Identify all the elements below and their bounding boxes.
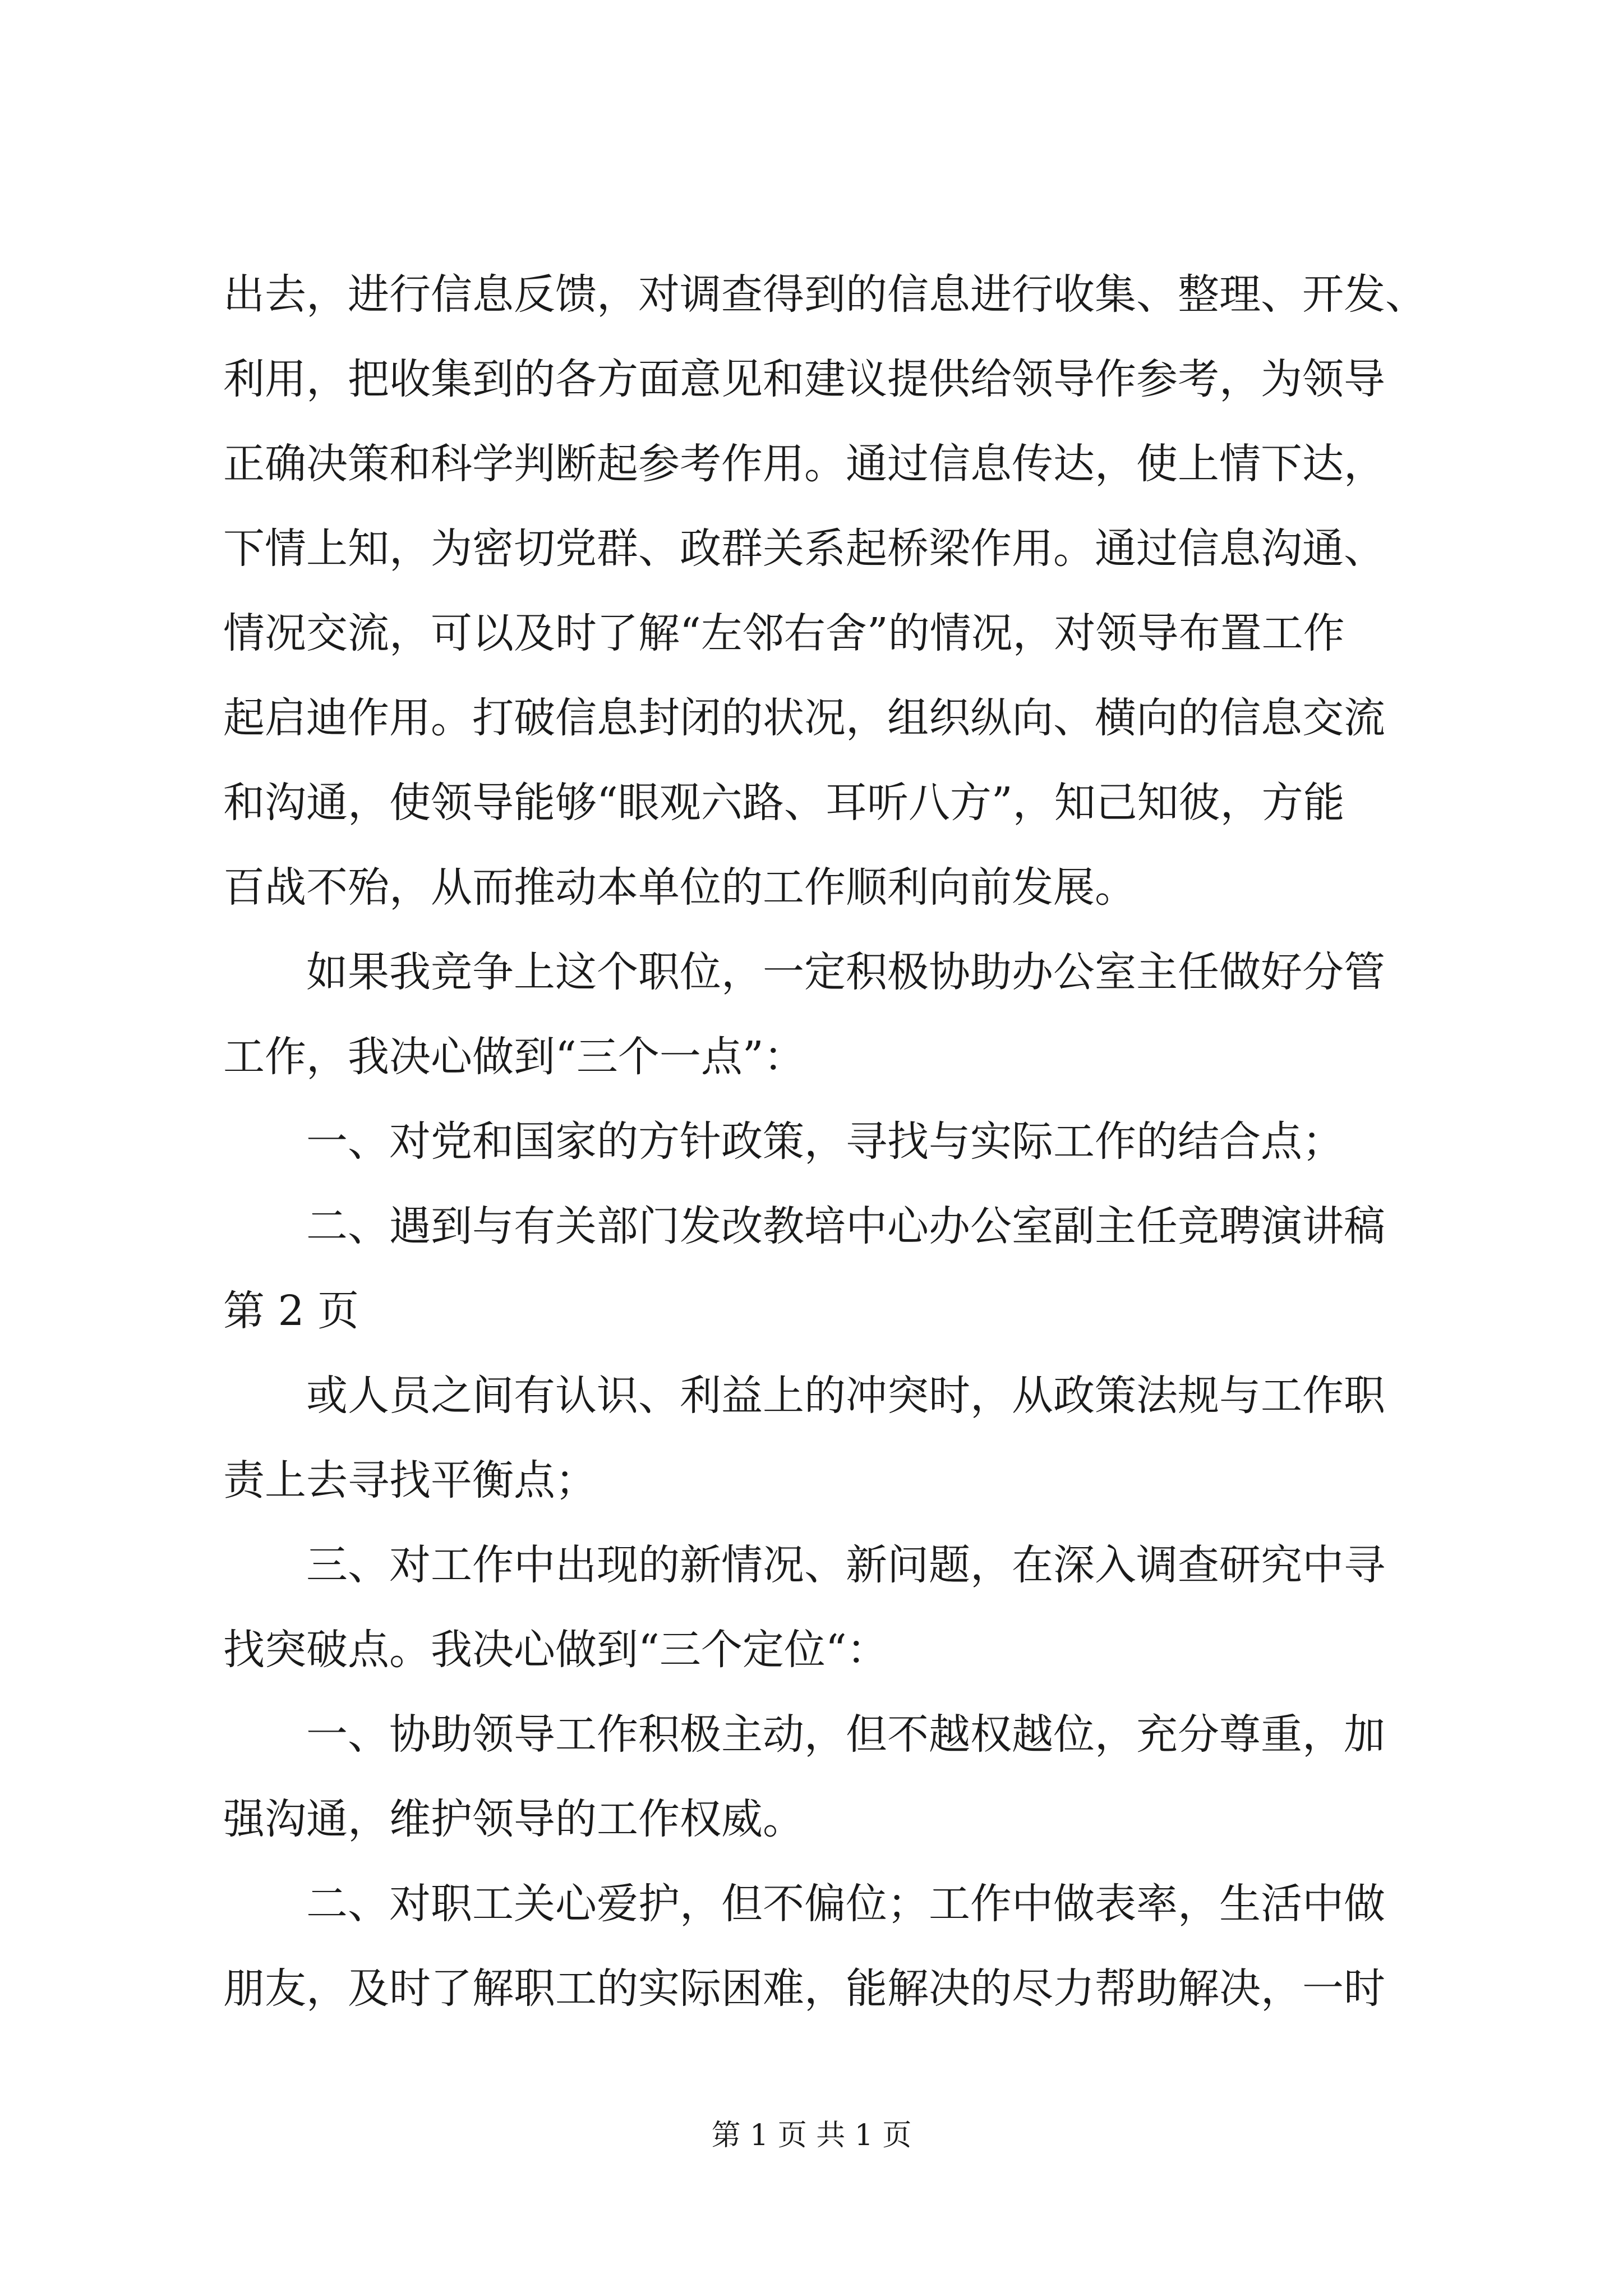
paragraph-start-line: 三、对工作中出现的新情况、新问题，在深入调查研究中寻 <box>306 1541 1385 1589</box>
text-line: 下情上知，为密切党群、政群关系起桥梁作用。通过信息沟通、 <box>223 524 1385 573</box>
text-line: 和沟通，使领导能够“眼观六路、耳听八方”，知己知彼，方能 <box>223 779 1345 827</box>
text-line: 责上去寻找平衡点； <box>223 1456 597 1504</box>
text-line: 正确决策和科学判断起参考作用。通过信息传达，使上情下达， <box>223 440 1385 488</box>
paragraph-start-line: 或人员之间有认识、利益上的冲突时，从政策法规与工作职 <box>306 1372 1385 1420</box>
paragraph-start-line: 如果我竞争上这个职位，一定积极协助办公室主任做好分管 <box>306 948 1385 996</box>
document-body <box>223 252 1429 2031</box>
paragraph-start-line: 一、对党和国家的方针政策，寻找与实际工作的结合点； <box>306 1117 1344 1166</box>
text-line: 找突破点。我决心做到“三个定位“： <box>223 1626 888 1674</box>
paragraph-start-line: 一、协助领导工作积极主动，但不越权越位，充分尊重，加 <box>306 1710 1385 1759</box>
paragraph-start-line: 二、遇到与有关部门发改教培中心办公室副主任竞聘演讲稿 <box>306 1202 1385 1250</box>
text-line: 利用，把收集到的各方面意见和建议提供给领导作参考，为领导 <box>223 355 1385 403</box>
text-line: 朋友，及时了解职工的实际困难，能解决的尽力帮助解决，一时 <box>223 1964 1385 2013</box>
text-line: 强沟通，维护领导的工作权威。 <box>223 1795 804 1843</box>
text-line: 百战不殆，从而推动本单位的工作顺利向前发展。 <box>223 863 1136 912</box>
text-line: 情况交流，可以及时了解“左邻右舍”的情况，对领导布置工作 <box>223 609 1345 657</box>
paragraph-start-line: 二、对职工关心爱护，但不偏位；工作中做表率，生活中做 <box>306 1880 1385 1928</box>
text-line: 起启迪作用。打破信息封闭的状况，组织纵向、横向的信息交流 <box>223 694 1385 742</box>
text-line: 出去，进行信息反馈，对调查得到的信息进行收集、整理、开发、 <box>223 270 1427 319</box>
inline-page-marker: 第 2 页 <box>223 1287 359 1335</box>
text-line: 工作，我决心做到“三个一点”： <box>223 1033 805 1081</box>
page-footer: 第 1 页 共 1 页 <box>711 2119 912 2152</box>
